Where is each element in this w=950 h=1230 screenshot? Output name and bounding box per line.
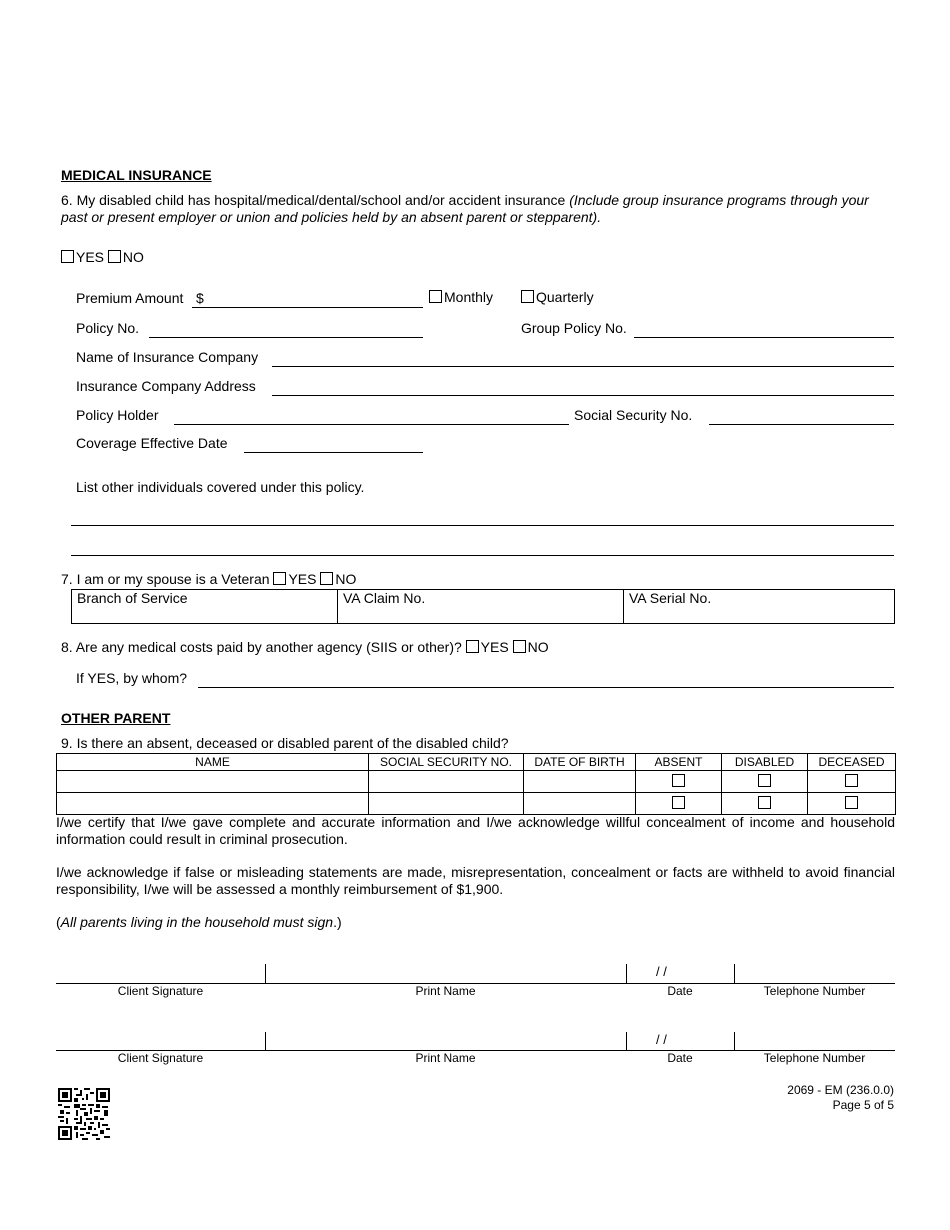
column-header: SOCIAL SECURITY NO. (369, 754, 524, 771)
va-claim-cell[interactable] (338, 590, 624, 623)
absent-checkbox[interactable] (672, 796, 685, 809)
client-signature-caption: Client Signature (117, 1051, 204, 1065)
other-parent-table (56, 753, 896, 815)
absent-cell (636, 771, 722, 793)
disabled-cell (722, 771, 808, 793)
group-policy-label: Group Policy No. (521, 320, 627, 336)
agency-no-label: NO (527, 639, 549, 655)
medical-insurance-heading: MEDICAL INSURANCE (61, 167, 212, 183)
parent-ssn-cell[interactable] (369, 771, 524, 793)
parent-ssn-cell[interactable] (369, 793, 524, 815)
insurance-no-label: NO (122, 249, 144, 265)
group-policy-field[interactable] (634, 337, 894, 338)
telephone-caption: Telephone Number (763, 984, 866, 998)
question-6-note: (Include group insurance programs through your past or present employer or union and policies held by an absent parent or stepparent). (61, 192, 869, 225)
premium-amount-label: Premium Amount (76, 290, 184, 306)
question-8-text: 8. Are any medical costs paid by another agency (SIIS or other)? (61, 639, 462, 655)
policy-holder-label: Policy Holder (76, 407, 159, 423)
quarterly-label: Quarterly (536, 289, 594, 305)
disabled-checkbox[interactable] (758, 774, 771, 787)
signature-note-close: .) (333, 914, 342, 930)
coverage-date-field[interactable] (244, 452, 423, 453)
deceased-checkbox[interactable] (845, 774, 858, 787)
telephone-field-2[interactable] (735, 1032, 895, 1050)
agency-yes-checkbox[interactable] (466, 640, 479, 653)
absent-checkbox[interactable] (672, 774, 685, 787)
deceased-cell (808, 793, 896, 815)
quarterly-option (521, 289, 594, 305)
disabled-checkbox[interactable] (758, 796, 771, 809)
by-whom-label: If YES, by whom? (76, 670, 188, 686)
branch-of-service-label: Branch of Service (77, 590, 188, 606)
veteran-no-checkbox[interactable] (320, 572, 333, 585)
policy-holder-ssn-label: Social Security No. (574, 407, 693, 423)
company-name-label: Name of Insurance Company (76, 349, 259, 365)
monthly-option (429, 289, 493, 305)
print-name-field-1[interactable] (266, 964, 626, 983)
va-claim-label: VA Claim No. (343, 590, 426, 606)
absent-cell (636, 793, 722, 815)
print-name-field-2[interactable] (266, 1032, 626, 1050)
question-9-text: 9. Is there an absent, deceased or disabled parent of the disabled child? (61, 735, 509, 751)
column-header: DECEASED (808, 754, 896, 771)
certification-paragraph-1: I/we certify that I/we gave complete and accurate information and I/we acknowledge willful concealment of income and household information could result in criminal prosecution. (56, 814, 895, 847)
question-6 (61, 192, 895, 226)
others-covered-label: List other individuals covered under this policy. (76, 479, 365, 495)
coverage-date-label: Coverage Effective Date (76, 435, 228, 451)
deceased-cell (808, 771, 896, 793)
column-header: DISABLED (722, 754, 808, 771)
date-caption: Date (667, 984, 693, 998)
signature-divider (626, 964, 627, 984)
date-caption: Date (667, 1051, 693, 1065)
company-address-label: Insurance Company Address (76, 378, 256, 394)
column-header: ABSENT (636, 754, 722, 771)
monthly-label: Monthly (444, 289, 494, 305)
va-serial-cell[interactable] (624, 590, 894, 623)
client-signature-caption: Client Signature (117, 984, 204, 998)
monthly-checkbox[interactable] (429, 290, 442, 303)
page-number: Page 5 of 5 (832, 1098, 894, 1112)
others-covered-line-1[interactable] (71, 525, 894, 526)
qr-code-icon (58, 1088, 110, 1140)
premium-currency: $ (196, 290, 204, 306)
va-serial-label: VA Serial No. (629, 590, 712, 606)
question-7 (61, 571, 356, 587)
agency-no-checkbox[interactable] (513, 640, 526, 653)
client-signature-field-1[interactable] (56, 964, 265, 983)
other-parent-heading: OTHER PARENT (61, 710, 171, 726)
policy-holder-ssn-field[interactable] (709, 424, 894, 425)
premium-amount-field[interactable] (192, 307, 423, 308)
parent-name-cell[interactable] (57, 771, 369, 793)
insurance-yes-no (61, 249, 144, 265)
company-address-field[interactable] (272, 395, 894, 396)
by-whom-field[interactable] (198, 687, 894, 688)
veteran-info-box (71, 589, 895, 624)
policy-no-label: Policy No. (76, 320, 140, 336)
signature-divider (626, 1032, 627, 1051)
question-7-text: 7. I am or my spouse is a Veteran (61, 571, 270, 587)
signature-note-open: ( (56, 914, 61, 930)
certification-paragraph-2: I/we acknowledge if false or misleading statements are made, misrepresentation, concealment or facts are withheld to avoid financial responsibility, I/we will be assessed a monthly reimbursement of $1,900. (56, 864, 895, 897)
parent-name-cell[interactable] (57, 793, 369, 815)
telephone-field-1[interactable] (735, 964, 895, 983)
policy-holder-field[interactable] (174, 424, 569, 425)
disabled-cell (722, 793, 808, 815)
others-covered-line-2[interactable] (71, 555, 894, 556)
parent-dob-cell[interactable] (524, 771, 636, 793)
question-6-text: 6. My disabled child has hospital/medical/dental/school and/or accident insurance (61, 192, 570, 208)
print-name-caption: Print Name (415, 1051, 476, 1065)
insurance-yes-label: YES (76, 249, 105, 265)
veteran-yes-checkbox[interactable] (273, 572, 286, 585)
telephone-caption: Telephone Number (763, 1051, 866, 1065)
veteran-no-label: NO (335, 571, 357, 587)
table-header-row (57, 754, 896, 771)
signature-note-text: All parents living in the household must sign (60, 914, 334, 930)
date-field-2[interactable]: / / (656, 1032, 667, 1047)
policy-no-field[interactable] (149, 337, 423, 338)
quarterly-checkbox[interactable] (521, 290, 534, 303)
form-id: 2069 - EM (236.0.0) (787, 1083, 894, 1097)
client-signature-field-2[interactable] (56, 1032, 265, 1050)
column-header: NAME (57, 754, 369, 771)
insurance-no-checkbox[interactable] (108, 250, 121, 263)
insurance-yes-checkbox[interactable] (61, 250, 74, 263)
branch-of-service-cell[interactable] (72, 590, 338, 623)
agency-yes-label: YES (480, 639, 509, 655)
veteran-yes-label: YES (288, 571, 317, 587)
signature-note (56, 914, 342, 930)
date-field-1[interactable]: / / (656, 964, 667, 979)
deceased-checkbox[interactable] (845, 796, 858, 809)
question-8 (61, 639, 549, 655)
company-name-field[interactable] (272, 366, 894, 367)
table-row (57, 771, 896, 793)
column-header: DATE OF BIRTH (524, 754, 636, 771)
print-name-caption: Print Name (415, 984, 476, 998)
parent-dob-cell[interactable] (524, 793, 636, 815)
table-row (57, 793, 896, 815)
